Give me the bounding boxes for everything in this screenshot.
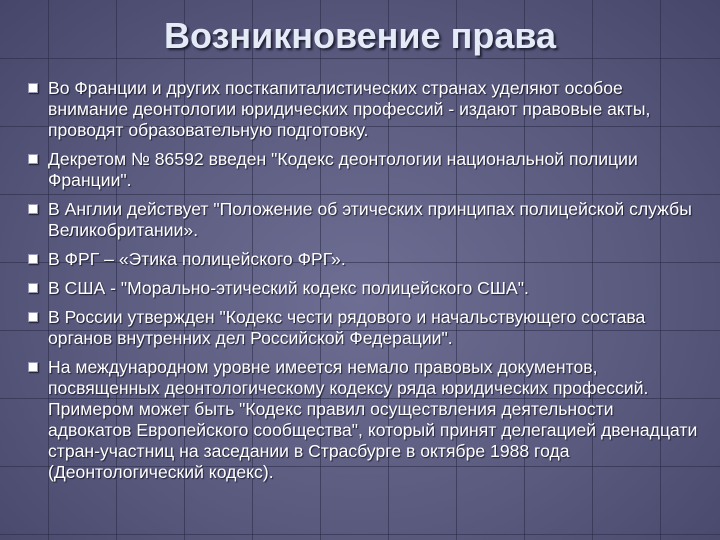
bullet-item [28,249,698,270]
bullet-text: В США - "Морально-этический кодекс полицейского США". [48,278,529,298]
square-bullet-icon [28,204,38,214]
bullet-text: На международном уровне имеется немало правовых документов, посвященных деонтологическому кодексу ряда юридических профессий. Примером может быть "Кодекс правил осуществления деятельности адвокатов Европейского сообщества", который принят делегацией двенадцати стран-участниц на заседании в Страсбурге в октябре 1988 года (Деонтологический кодекс). [48,357,698,482]
square-bullet-icon [28,312,38,322]
square-bullet-icon [28,154,38,164]
square-bullet-icon [28,362,38,372]
slide-title: Возникновение права [163,15,557,56]
bullet-item [28,307,698,349]
bullet-text: В Англии действует "Положение об этических принципах полицейской службы Великобритании». [48,199,692,240]
bullet-item [28,357,698,483]
bullet-item [28,149,698,191]
square-bullet-icon [28,254,38,264]
bullet-text: Декретом № 86592 введен "Кодекс деонтологии национальной полиции Франции". [48,149,638,190]
bullet-item [28,78,698,141]
bullet-list [28,78,698,491]
bullet-item [28,278,698,299]
bullet-text: В ФРГ – «Этика полицейского ФРГ». [48,249,346,269]
bullet-text: Во Франции и других посткапиталистических странах уделяют особое внимание деонтологии юридических профессий - издают правовые акты, проводят образовательную подготовку. [48,78,651,140]
bullet-text: В России утвержден "Кодекс чести рядового и начальствующего состава органов внутренних дел Российской Федерации". [48,307,646,348]
square-bullet-icon [28,83,38,93]
square-bullet-icon [28,283,38,293]
bullet-item [28,199,698,241]
